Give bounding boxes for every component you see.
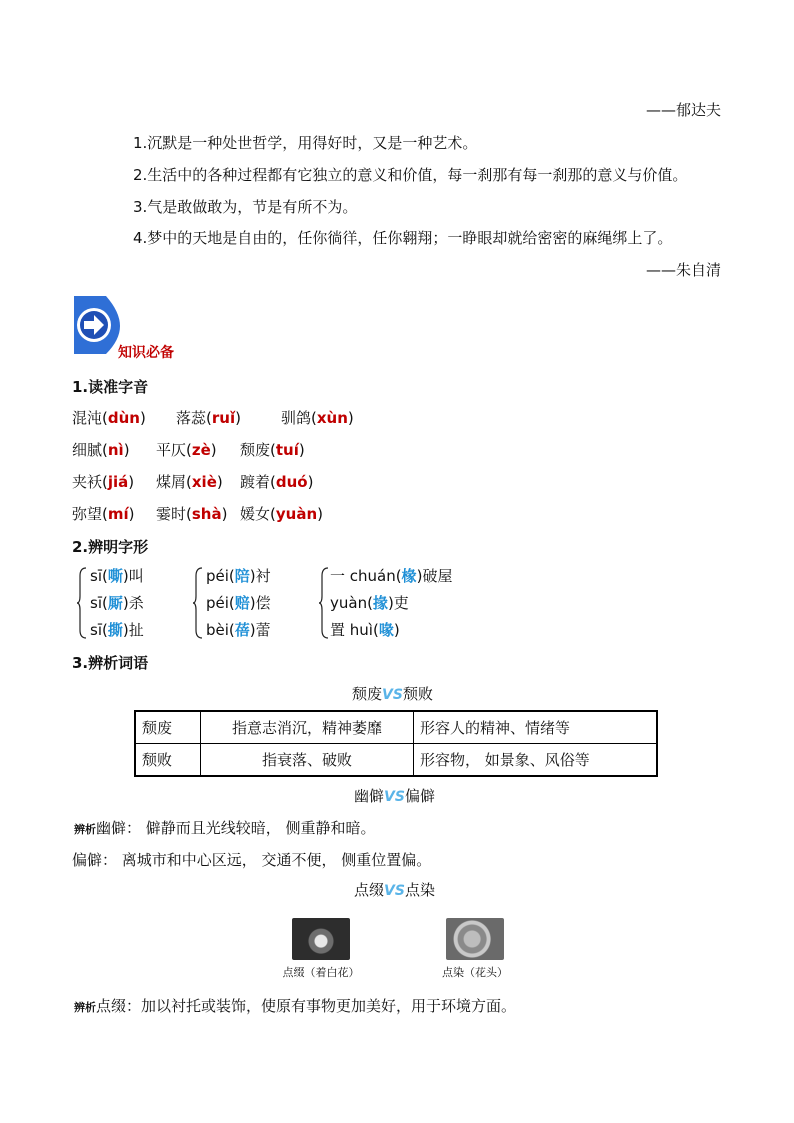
arrow-right-icon xyxy=(72,294,122,356)
glyph-item: yuàn(掾)吏 xyxy=(330,594,409,612)
section-arrow-badge xyxy=(72,294,122,356)
table-row xyxy=(135,711,657,744)
vs-mark: VS xyxy=(384,883,405,899)
pair1-title: 颓废VS颓败 xyxy=(352,685,433,703)
pron-item: 颓废(tuí) xyxy=(240,441,305,459)
pron-item: 混沌(dùn) xyxy=(72,409,146,427)
photo-caption: 点染（花头） xyxy=(442,966,508,979)
photo-caption: 点缀（着白花） xyxy=(282,966,360,979)
quote-author-zhu-ziqing: ——朱自清 xyxy=(645,261,721,279)
analysis-tag: 辨析 xyxy=(74,823,96,836)
quote-line-4: 4.梦中的天地是自由的，任你徜徉，任你翱翔；一睁眼却就给密密的麻绳绑上了。 xyxy=(133,229,673,247)
glyph-item: péi(陪)衬 xyxy=(206,567,271,585)
brace-3 xyxy=(318,566,330,640)
pair2-analysis-1: 辨析幽僻： 僻静而且光线较暗， 侧重静和暗。 xyxy=(74,819,376,837)
table-cell-usage: 形容人的精神、情绪等 xyxy=(414,711,658,744)
pronunciation-heading: 1.读准字音 xyxy=(72,378,149,396)
flower-head-photo xyxy=(446,918,504,960)
glyph-item: 一 chuán(椽)破屋 xyxy=(330,567,453,585)
table-cell-term: 颓废 xyxy=(135,711,201,744)
pron-item: 弥望(mí) xyxy=(72,505,135,523)
glyphs-heading: 2.辨明字形 xyxy=(72,538,149,556)
pron-item: 踱着(duó) xyxy=(240,473,314,491)
glyph-item: sī(厮)杀 xyxy=(90,594,144,612)
table-cell-meaning: 指衰落、破败 xyxy=(201,744,414,777)
quote-line-2: 2.生活中的各种过程都有它独立的意义和价值，每一刹那有每一刹那的意义与价值。 xyxy=(133,166,688,184)
table-row xyxy=(135,744,657,777)
pron-item: 霎时(shà) xyxy=(156,505,228,523)
pron-item: 细腻(nì) xyxy=(72,441,130,459)
table-cell-usage: 形容物， 如景象、风俗等 xyxy=(414,744,658,777)
pron-item: 媛女(yuàn) xyxy=(240,505,323,523)
pron-item: 驯鸽(xùn) xyxy=(281,409,354,427)
glyph-item: sī(撕)扯 xyxy=(90,621,144,639)
pron-item: 煤屑(xiè) xyxy=(156,473,223,491)
glyph-item: péi(赔)偿 xyxy=(206,594,271,612)
vs-mark: VS xyxy=(382,687,403,703)
pair2-analysis-2: 偏僻： 离城市和中心区远， 交通不便， 侧重位置偏。 xyxy=(72,851,432,869)
brace-1 xyxy=(76,566,88,640)
pron-item: 落蕊(ruǐ) xyxy=(176,409,241,427)
pair3-title: 点缀VS点染 xyxy=(354,881,435,899)
white-flower-photo xyxy=(292,918,350,960)
pron-item: 夹袄(jiá) xyxy=(72,473,135,491)
quote-line-3: 3.气是敢做敢为，节是有所不为。 xyxy=(133,198,358,216)
brace-2 xyxy=(192,566,204,640)
words-heading: 3.辨析词语 xyxy=(72,654,149,672)
vs-mark: VS xyxy=(384,789,405,805)
section-title: 知识必备 xyxy=(118,345,174,361)
glyph-item: sī(嘶)叫 xyxy=(90,567,144,585)
glyph-item: 置 huì(喙) xyxy=(330,621,400,639)
quote-author-yu-dafu: ——郁达夫 xyxy=(645,101,721,119)
comparison-table xyxy=(134,710,658,777)
table-cell-meaning: 指意志消沉，精神萎靡 xyxy=(201,711,414,744)
pron-item: 平仄(zè) xyxy=(156,441,217,459)
pair3-analysis-1: 辨析点缀：加以衬托或装饰，使原有事物更加美好，用于环境方面。 xyxy=(74,997,517,1015)
pair2-title: 幽僻VS偏僻 xyxy=(354,787,435,805)
table-cell-term: 颓败 xyxy=(135,744,201,777)
glyph-item: bèi(蓓)蕾 xyxy=(206,621,271,639)
quote-line-1: 1.沉默是一种处世哲学，用得好时，又是一种艺术。 xyxy=(133,134,478,152)
analysis-tag: 辨析 xyxy=(74,1001,96,1014)
